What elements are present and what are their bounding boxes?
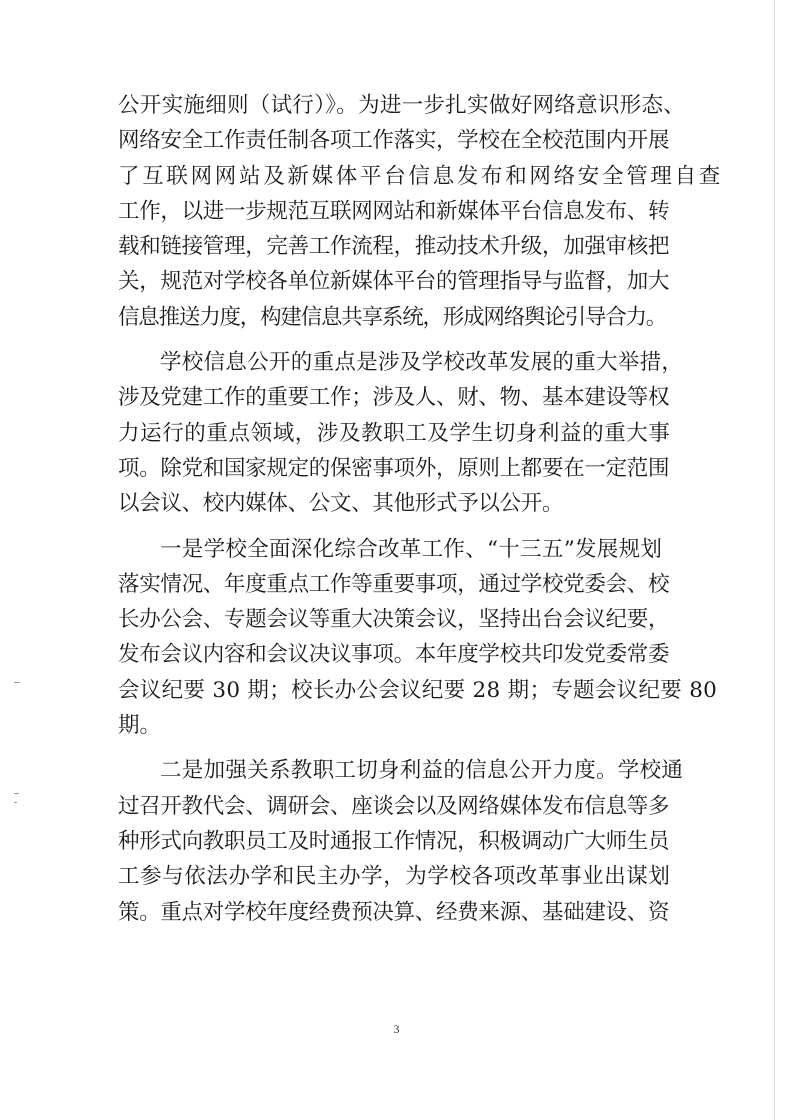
text-line: 工作，以进一步规范互联网网站和新媒体平台信息发布、转: [118, 198, 670, 224]
text-line: 会议纪要 30 期；校长办公会议纪要 28 期；专题会议纪要 80: [118, 677, 718, 703]
scan-edge-line: [774, 0, 775, 1120]
text-line: 网络安全工作责任制各项工作落实，学校在全校范围内开展: [118, 128, 670, 154]
text-line: 落实情况、年度重点工作等重要事项，通过学校党委会、校: [118, 571, 670, 597]
text-line: 工参与依法办学和民主办学，为学校各项改革事业出谋划: [118, 864, 671, 890]
paragraph: [118, 532, 718, 744]
text-line: 过召开教代会、调研会、座谈会以及网络媒体发布信息等多: [118, 793, 670, 819]
text-line: 力运行的重点领域，涉及教职工及学生切身利益的重大事: [118, 420, 671, 446]
text-line: 项。除党和国家规定的保密事项外，原则上都要在一定范围: [118, 455, 670, 481]
text-line: 信息推送力度，构建信息共享系统，形成网络舆论引导合力。: [118, 304, 667, 330]
text-line: 二是加强关系教职工切身利益的信息公开力度。学校通: [160, 758, 684, 784]
text-line: 学校信息公开的重点是涉及学校改革发展的重大举措，: [160, 350, 684, 376]
text-line: 公开实施细则（试行）》。为进一步扎实做好网络意识形态、: [118, 93, 686, 118]
text-line: 了互联网网站及新媒体平台信息发布和网络安全管理自查: [118, 163, 724, 189]
scan-mark: [14, 682, 20, 683]
text-line: 发布会议内容和会议决议事项。本年度学校共印发党委常委: [118, 642, 670, 668]
scan-mark: [14, 793, 19, 794]
paragraph: [118, 88, 724, 335]
text-line: 种形式向教职员工及时通报工作情况，积极调动广大师生员: [118, 828, 670, 854]
text-line: 涉及党建工作的重要工作；涉及人、财、物、基本建设等权: [118, 385, 670, 411]
text-line: 期。: [118, 713, 162, 739]
text-line: 长办公会、专题会议等重大决策会议，坚持出台会议纪要，: [118, 607, 670, 633]
text-line: 关，规范对学校各单位新媒体平台的管理指导与监督，加大: [118, 269, 670, 295]
text-line: 策。重点对学校年度经费预决算、经费来源、基础建设、资: [118, 899, 670, 925]
page-number: 3: [393, 1022, 400, 1036]
text-line: 以会议、校内媒体、公文、其他形式予以公开。: [118, 491, 564, 517]
text-line: 载和链接管理，完善工作流程，推动技术升级，加强审核把: [118, 234, 670, 260]
document-body: [118, 88, 724, 930]
text-line: 一是学校全面深化综合改革工作、“十三五”发展规划: [160, 536, 663, 562]
paragraph: [118, 345, 684, 521]
scan-mark: [14, 802, 17, 803]
paragraph: [118, 753, 684, 929]
